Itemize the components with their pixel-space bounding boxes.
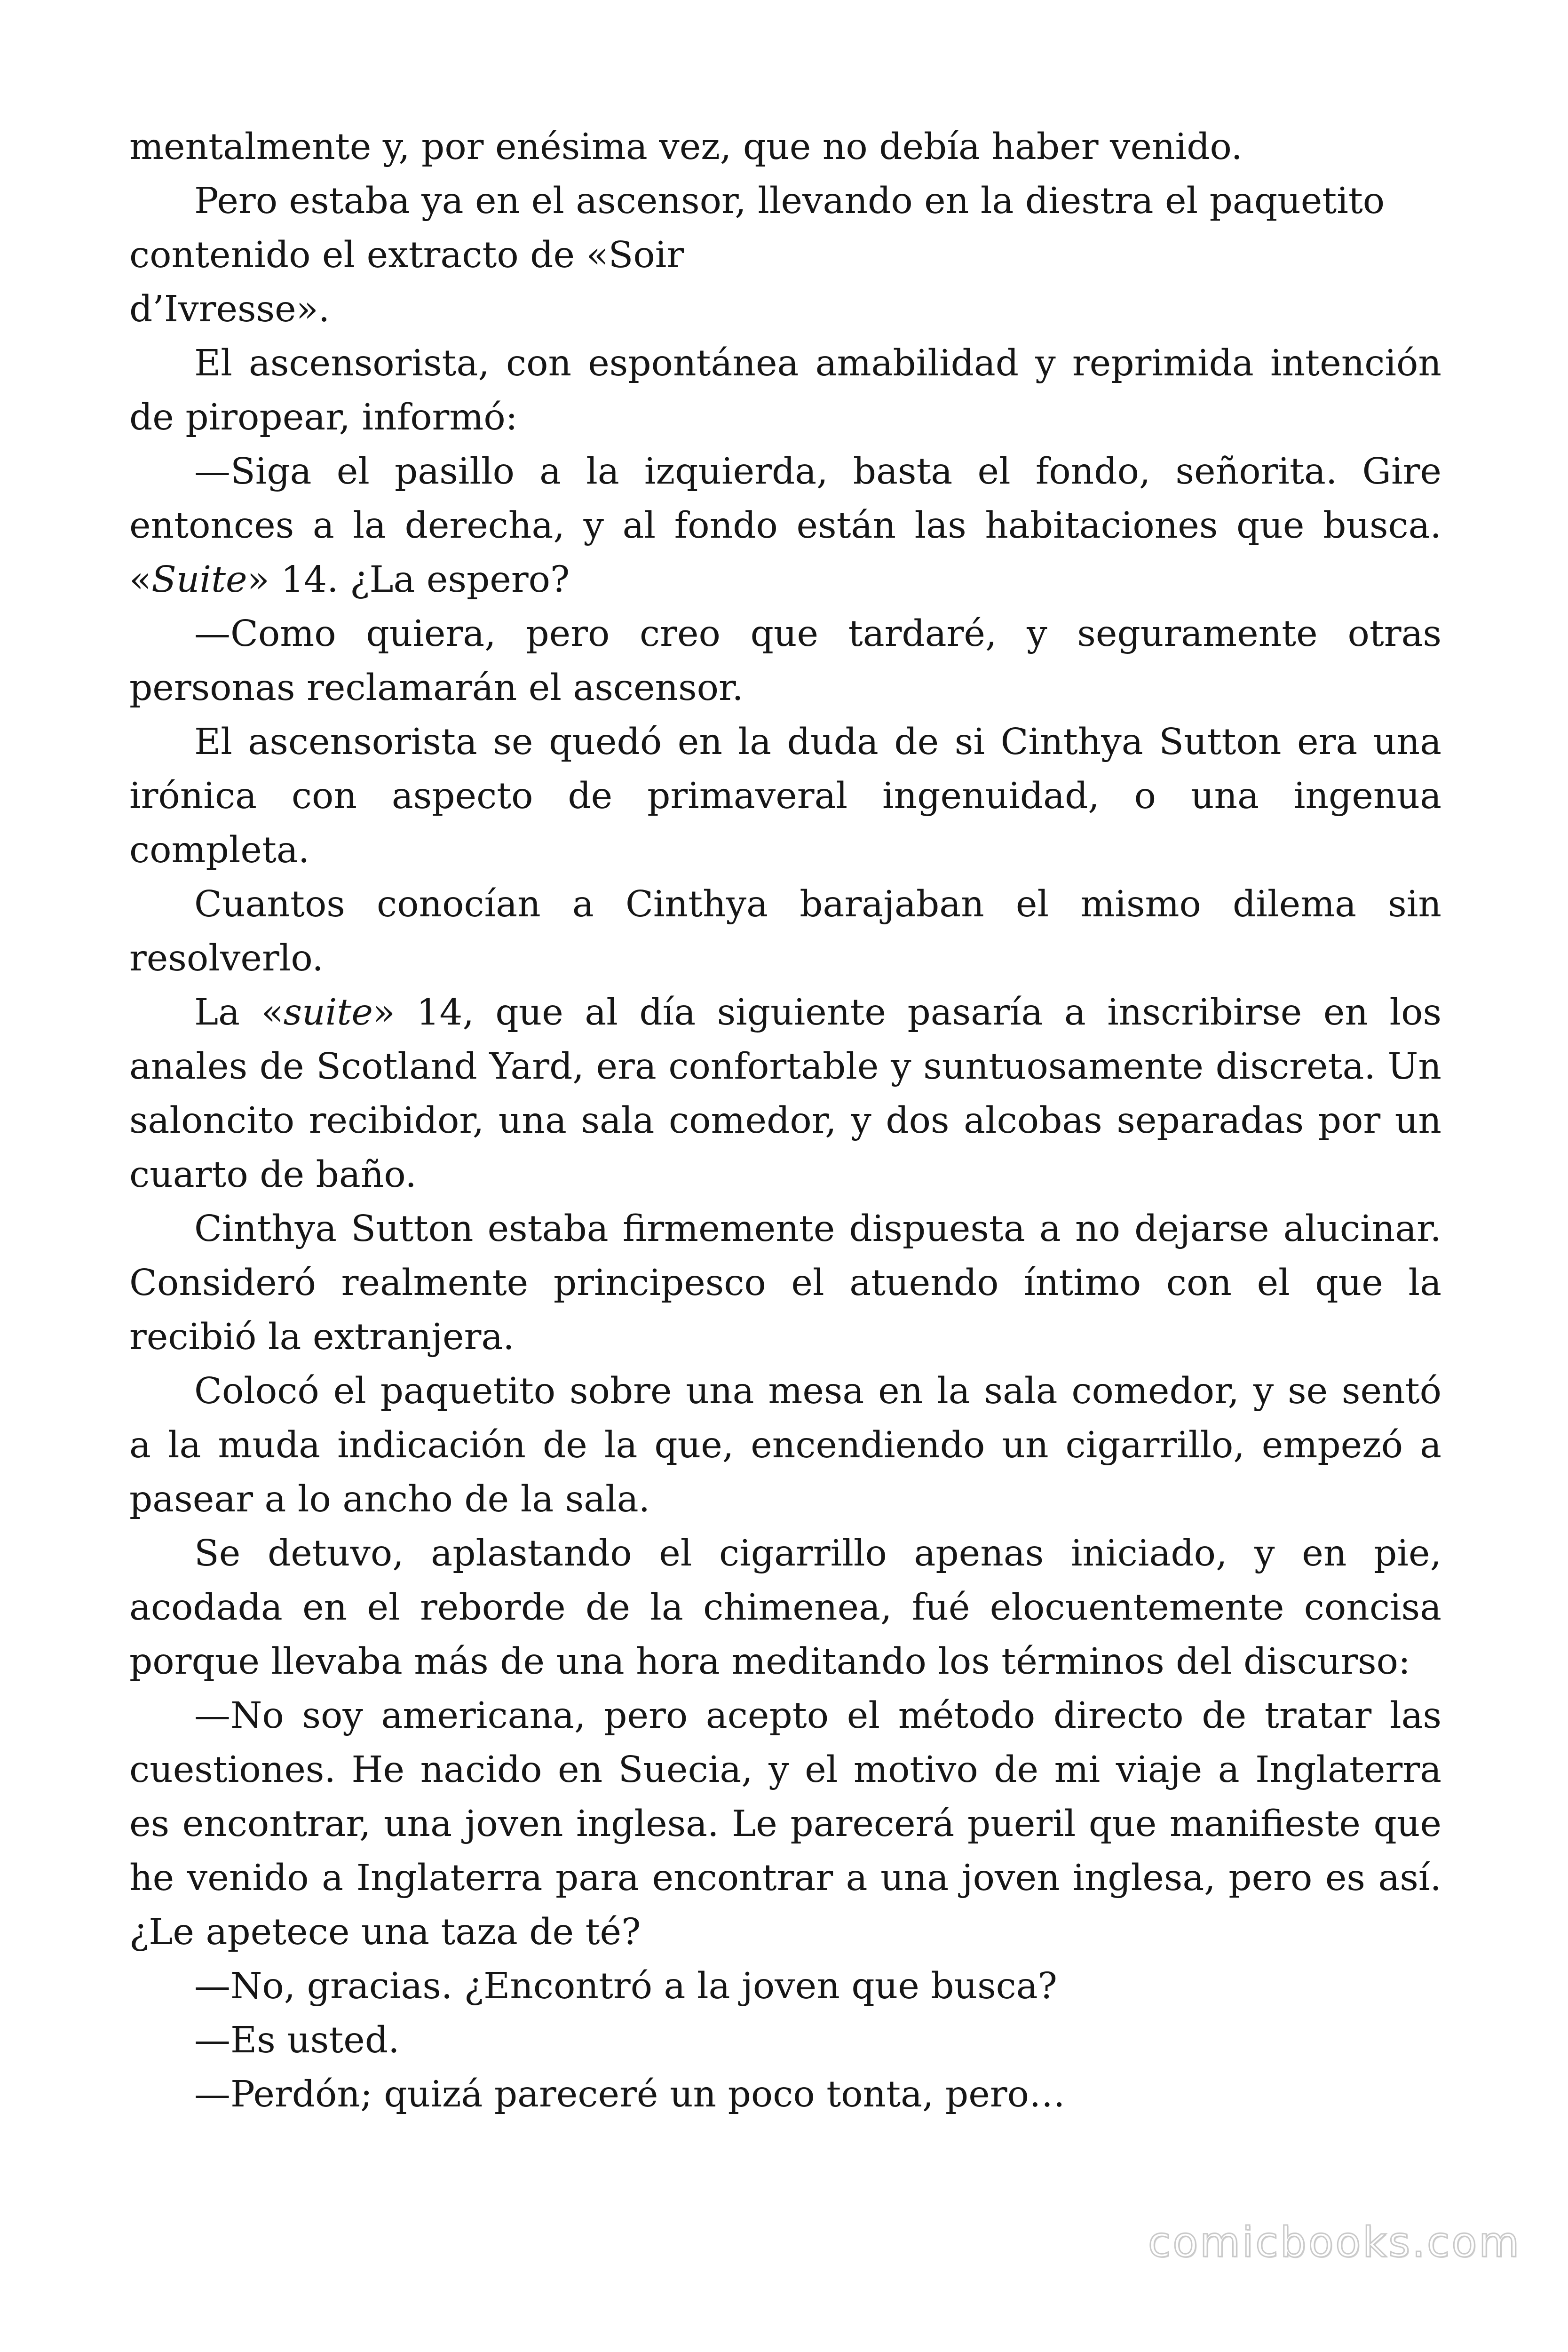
paragraph-suite-start: La « [194, 992, 284, 1033]
paragraph-cinthya-firm: Cinthya Sutton estaba firmemente dispuesta a no dejarse alucinar. Consideró realmente principesco el atuendo íntimo con el que la recibió la extranjera. [129, 1208, 1441, 1358]
dialogue-no-thanks: —No, gracias. ¿Encontró a la joven que busca? [194, 1965, 1057, 2007]
paragraph-suite-rest: » 14, que al día siguiente pasaría a inscribirse en los anales de Scotland Yard, era confortable y suntuosamente discreta. Un saloncito recibidor, una sala comedor, y dos alcobas separadas por un cuarto de baño. [129, 992, 1441, 1196]
paragraph-ascensor [129, 174, 1441, 282]
paragraph-ascensor-end: d’Ivresse». [129, 288, 330, 330]
dialogue-es-usted: —Es usted. [194, 2019, 400, 2061]
paragraph-package: Colocó el paquetito sobre una mesa en la sala comedor, y se sentó a la muda indicación de la que, encendiendo un cigarrillo, empezó a pasear a lo ancho de la sala. [129, 1370, 1441, 1520]
paragraph-suite-description [129, 985, 1441, 1202]
dialogue-swedish: —No soy americana, pero acepto el método directo de tratar las cuestiones. He nacido en Suecia, y el motivo de mi viaje a Inglaterra es encontrar, una joven inglesa. Le parecerá pueril que manifieste que he venido a Inglaterra para encontrar a una joven inglesa, pero es así. ¿Le apetece una taza de té? [129, 1695, 1441, 1953]
paragraph-doubt: El ascensorista se quedó en la duda de si Cinthya Sutton era una irónica con aspecto de primaveral ingenuidad, o una ingenua completa. [129, 721, 1441, 871]
book-page-text [129, 120, 1441, 2122]
dialogue-directions [129, 445, 1441, 607]
dialogue-perdon: —Perdón; quizá pareceré un poco tonta, pero… [194, 2074, 1065, 2115]
dialogue-reply: —Como quiera, pero creo que tardaré, y seguramente otras personas reclamarán el ascensor. [129, 613, 1441, 709]
paragraph-dilemma: Cuantos conocían a Cinthya barajaban el mismo dilema sin resolverlo. [129, 883, 1441, 979]
paragraph-ascensor-text: Pero estaba ya en el ascensor, llevando en la diestra el paquetito contenido el extracto de «Soir [129, 180, 1385, 276]
paragraph-speech-intro: Se detuvo, aplastando el cigarrillo apenas iniciado, y en pie, acodada en el reborde de la chimenea, fué elocuentemente concisa porque llevaba más de una hora meditando los términos del discurso: [129, 1533, 1441, 1683]
suite-italic-2: suite [283, 992, 373, 1033]
paragraph-ascensorista-informs: El ascensorista, con espontánea amabilidad y reprimida intención de piropear, informó: [129, 342, 1441, 438]
watermark-logo: comicbooks.com [1148, 2218, 1521, 2266]
dialogue-directions-end: » 14. ¿La espero? [247, 559, 570, 601]
suite-italic: Suite [151, 559, 247, 601]
paragraph-continuation: mentalmente y, por enésima vez, que no debía haber venido. [129, 126, 1243, 168]
dialogue-directions-text: —Siga el pasillo a la izquierda, basta el fondo, señorita. Gire entonces a la derecha, y al fondo están las habitaciones que busca. « [129, 451, 1441, 601]
